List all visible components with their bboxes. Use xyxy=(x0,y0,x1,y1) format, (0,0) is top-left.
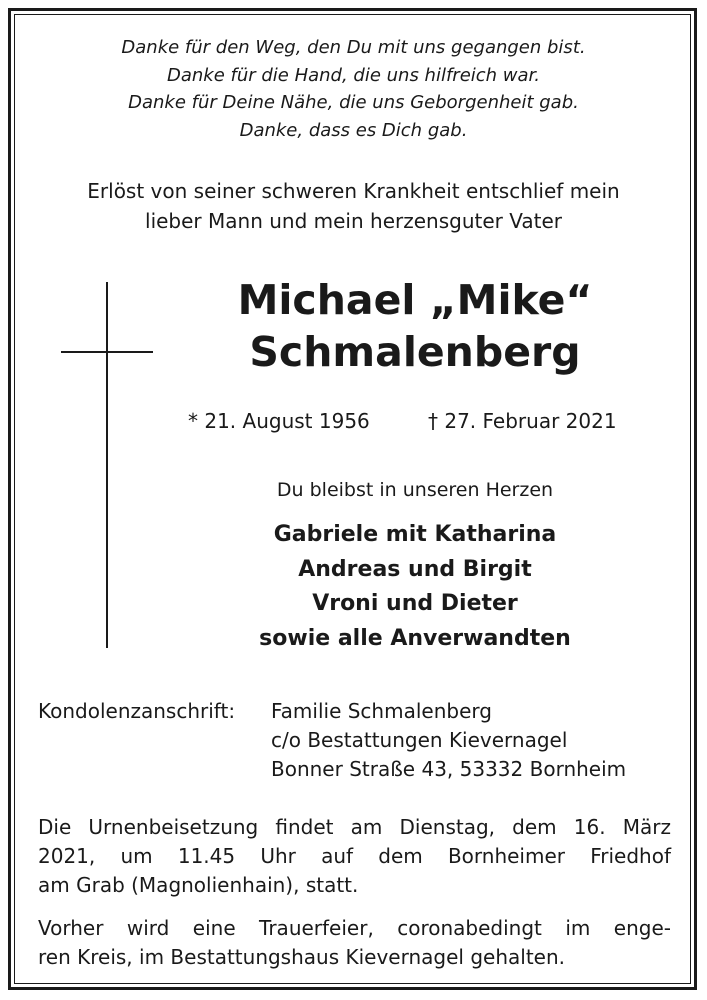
death-date: † 27. Februar 2021 xyxy=(428,409,617,433)
funeral-service-notice xyxy=(38,914,671,972)
motto: Du bleibst in unseren Herzen xyxy=(276,479,554,501)
intro-line: lieber Mann und mein herzensguter Vater xyxy=(145,209,562,233)
mourner-line: Gabriele mit Katharina xyxy=(273,522,557,547)
condolence-address-label: Kondolenzanschrift: xyxy=(38,699,236,723)
cross-icon-horizontal-bar xyxy=(61,351,153,353)
deceased-name-line: Michael „Mike“ xyxy=(237,276,593,324)
mourners-list xyxy=(180,518,650,656)
burial-notice-line: am Grab (Magnolienhain), statt. xyxy=(38,873,359,897)
burial-notice xyxy=(38,813,671,900)
memorial-verse xyxy=(0,34,707,144)
service-notice-line: Vorher wird eine Trauerfeier, coronabedingt im enge- xyxy=(38,916,671,940)
cross-icon-vertical-bar xyxy=(106,282,108,648)
burial-notice-line: Die Urnenbeisetzung findet am Dienstag, dem 16. März xyxy=(38,815,671,839)
burial-notice-line: 2021, um 11.45 Uhr auf dem Bornheimer Friedhof xyxy=(38,844,671,868)
deceased-name-line: Schmalenberg xyxy=(249,328,581,376)
deceased-name xyxy=(180,274,650,378)
address-line: Familie Schmalenberg xyxy=(271,699,492,723)
verse-line: Danke für Deine Nähe, die uns Geborgenheit gab. xyxy=(128,92,579,113)
intro-line: Erlöst von seiner schweren Krankheit entschlief mein xyxy=(87,179,620,203)
birth-date: * 21. August 1956 xyxy=(188,409,370,433)
verse-line: Danke, dass es Dich gab. xyxy=(239,119,468,141)
service-notice-line: ren Kreis, im Bestattungshaus Kievernagel gehalten. xyxy=(38,945,565,969)
address-line: c/o Bestattungen Kievernagel xyxy=(271,728,568,752)
intro-text xyxy=(0,176,707,236)
verse-line: Danke für die Hand, die uns hilfreich war. xyxy=(166,64,541,86)
mourner-line: Andreas und Birgit xyxy=(298,556,532,582)
condolence-address-lines xyxy=(271,697,626,784)
mourner-line: Vroni und Dieter xyxy=(312,591,518,616)
address-line: Bonner Straße 43, 53332 Bornheim xyxy=(271,757,627,781)
mourner-line: sowie alle Anverwandten xyxy=(259,625,571,651)
verse-line: Danke für den Weg, den Du mit uns gegangen bist. xyxy=(121,37,586,58)
